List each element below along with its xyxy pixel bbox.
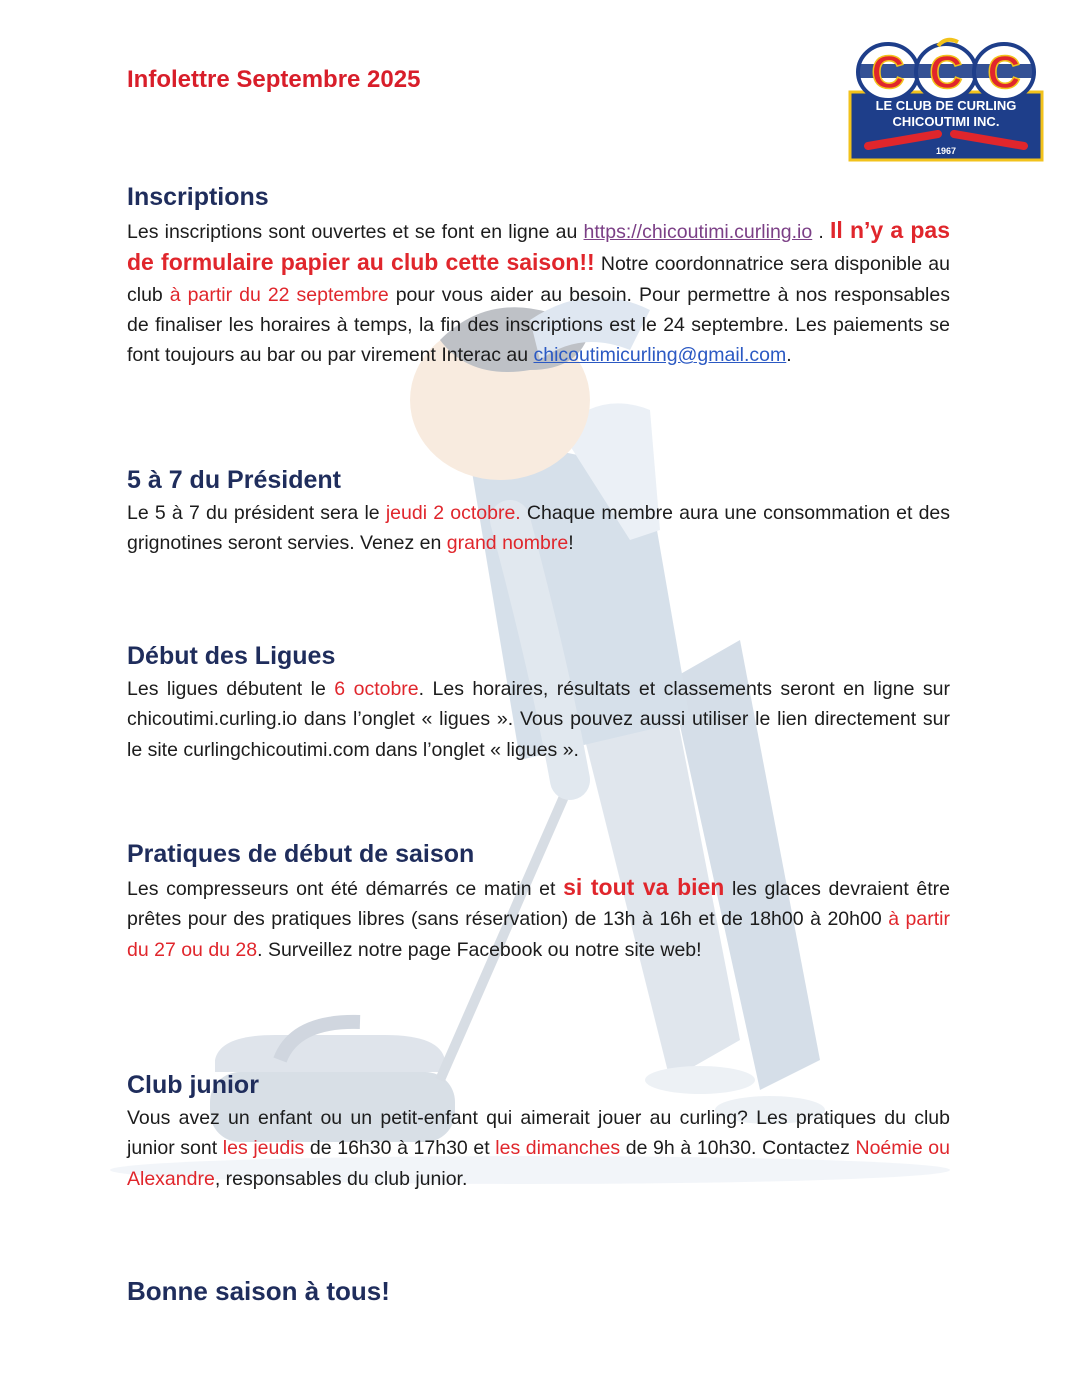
availability-date: à partir du 22 septembre	[169, 283, 389, 306]
section-body	[127, 872, 950, 965]
text-run: .	[812, 221, 831, 243]
text-run: Notre coordonnatrice sera disponible au club	[127, 253, 950, 306]
club-logo-graphic	[848, 34, 1044, 162]
section-president	[127, 465, 950, 559]
league-start-date: 6 octobre	[334, 678, 419, 700]
email-link[interactable]: chicoutimicurling@gmail.com	[533, 344, 787, 367]
logo-year: 1967	[935, 146, 957, 156]
emphasis-text: grand nombre	[446, 532, 569, 555]
section-heading: Début des Ligues	[127, 642, 336, 670]
text-run: Les inscriptions sont ouvertes et se font en ligne au	[127, 221, 584, 243]
text-run: pour vous aider au besoin. Pour permettre à nos responsables de finaliser les horaires à temps, la fin des inscriptions est le 24 septembre. Les paiements se font toujours au bar ou par virement Interac au	[127, 283, 950, 367]
section-junior	[127, 1070, 950, 1194]
newsletter-title: Infolettre Septembre 2025	[127, 66, 421, 93]
contact-names: Noémie ou Alexandre	[127, 1137, 951, 1190]
practice-day-1: les jeudis	[222, 1137, 305, 1160]
text-run: Les compresseurs ont été démarrés ce matin et	[127, 878, 564, 900]
section-body	[127, 215, 950, 370]
text-run: Chaque membre aura une consommation et des grignotines seront servies. Venez en	[127, 502, 951, 555]
section-heading: Inscriptions	[127, 183, 269, 211]
section-heading: Pratiques de début de saison	[127, 840, 475, 868]
text-run: . Surveillez notre page Facebook ou notre site web!	[257, 938, 702, 961]
event-date: jeudi 2 octobre.	[385, 502, 521, 524]
club-logo	[848, 34, 1044, 162]
section-body	[127, 674, 950, 765]
section-body	[127, 1103, 950, 1194]
text-run: Les ligues débutent le	[127, 678, 335, 700]
section-pratiques	[127, 839, 950, 965]
section-body	[127, 498, 950, 559]
text-run: , responsables du club junior.	[214, 1167, 468, 1190]
no-paper-form-warning: Il n’y a pas de formulaire papier au club cette saison!!	[127, 217, 950, 276]
practice-day-2: les dimanches	[495, 1137, 621, 1160]
text-run: les glaces devraient être prêtes pour des pratiques libres (sans réservation) de 13h à 16h et de 18h00 à 20h00	[127, 878, 950, 931]
text-run: . Les horaires, résultats et classements seront en ligne sur chicoutimi.curling.io dans l’onglet « ligues ». Vous pouvez aussi utiliser le lien directement sur le site curlingchicoutimi.com dans l’onglet « ligues ».	[127, 678, 950, 761]
practice-start-date: à partir du 27 ou du 28	[127, 908, 950, 961]
text-run: de 9h à 10h30. Contactez	[620, 1137, 856, 1160]
section-inscriptions	[127, 182, 950, 370]
logo-line-1: LE CLUB DE CURLING	[875, 98, 1017, 113]
emphasis-text: si tout va bien	[563, 874, 725, 900]
section-heading: Club junior	[127, 1071, 259, 1099]
logo-line-2: CHICOUTIMI INC.	[892, 114, 1000, 129]
registration-link[interactable]: https://chicoutimi.curling.io	[583, 221, 813, 243]
logo-letter-1: C	[871, 46, 905, 98]
text-run: Vous avez un enfant ou un petit-enfant qui aimerait jouer au curling? Les pratiques du club junior sont	[127, 1107, 950, 1160]
text-run: .	[786, 344, 792, 367]
closing-message: Bonne saison à tous!	[127, 1276, 390, 1306]
section-ligues	[127, 641, 950, 765]
logo-letter-3: C	[987, 46, 1021, 98]
text-run: !	[568, 532, 574, 555]
logo-letter-2: C	[929, 46, 963, 98]
section-heading: 5 à 7 du Président	[127, 466, 341, 494]
text-run: Le 5 à 7 du président sera le	[127, 502, 386, 524]
text-run: de 16h30 à 17h30 et	[304, 1137, 496, 1160]
